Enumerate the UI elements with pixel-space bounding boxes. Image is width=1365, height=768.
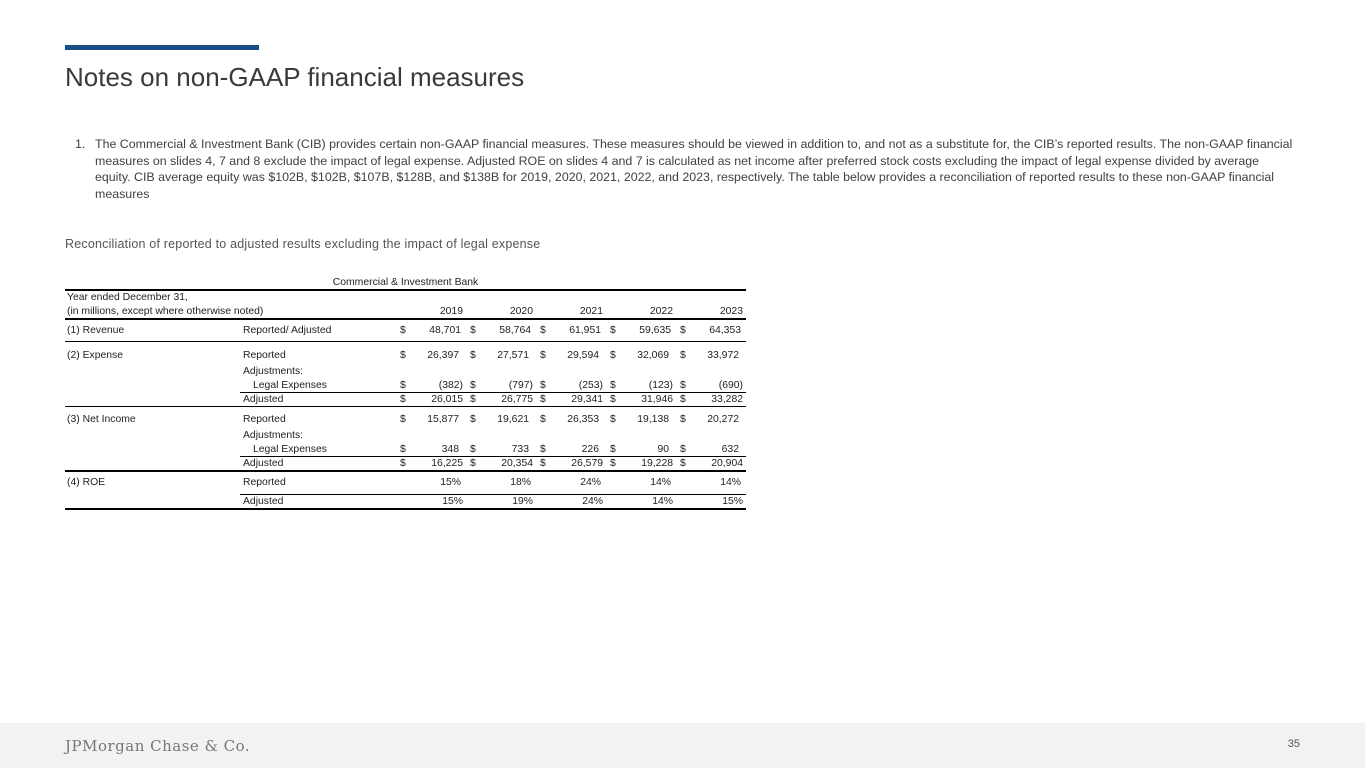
- currency-symbol: $: [400, 380, 406, 391]
- table-rule: [240, 494, 746, 495]
- currency-symbol: $: [470, 458, 476, 469]
- currency-symbol: $: [680, 394, 686, 405]
- net-income-reported-label: Reported: [243, 414, 286, 425]
- currency-symbol: $: [400, 458, 406, 469]
- year-header-2022: 2022: [649, 306, 673, 317]
- year-header-2021: 2021: [579, 306, 603, 317]
- net-income-reported-value-2022: 19,138: [637, 414, 669, 425]
- currency-symbol: $: [540, 350, 546, 361]
- currency-symbol: $: [610, 350, 616, 361]
- net-income-legal-value-2020: 733: [511, 444, 529, 455]
- currency-symbol: $: [540, 414, 546, 425]
- year-header-2020: 2020: [509, 306, 533, 317]
- expense-legal-value-2020: (797): [508, 380, 533, 391]
- net-income-adjusted-value-2022: 19,228: [641, 458, 673, 469]
- revenue-reported-adjusted-value-2023: 64,353: [709, 325, 741, 336]
- net-income-legal-value-2021: 226: [581, 444, 599, 455]
- table-group-header: Commercial & Investment Bank: [332, 277, 479, 288]
- expense-adjusted-label: Adjusted: [243, 394, 284, 405]
- table-header-line2: (in millions, except where otherwise noted): [67, 306, 264, 317]
- expense-section-label: (2) Expense: [67, 350, 124, 361]
- expense-adjusted-value-2020: 26,775: [501, 394, 533, 405]
- footnote-number: 1.: [75, 137, 86, 151]
- currency-symbol: $: [680, 458, 686, 469]
- revenue-reported-adjusted-value-2022: 59,635: [639, 325, 671, 336]
- currency-symbol: $: [470, 325, 476, 336]
- title-accent-bar: [65, 45, 259, 50]
- currency-symbol: $: [470, 444, 476, 455]
- currency-symbol: $: [680, 444, 686, 455]
- expense-legal-value-2019: (382): [438, 380, 463, 391]
- year-header-2023: 2023: [719, 306, 743, 317]
- net-income-adjusted-value-2021: 26,579: [571, 458, 603, 469]
- currency-symbol: $: [540, 444, 546, 455]
- roe-adjusted-value-2020: 19%: [512, 496, 533, 507]
- roe-reported-label: Reported: [243, 477, 286, 488]
- net-income-legal-value-2022: 90: [657, 444, 669, 455]
- roe-reported-value-2019: 15%: [440, 477, 461, 488]
- currency-symbol: $: [680, 380, 686, 391]
- roe-reported-value-2022: 14%: [650, 477, 671, 488]
- revenue-reported-adjusted-value-2019: 48,701: [429, 325, 461, 336]
- roe-reported-value-2020: 18%: [510, 477, 531, 488]
- currency-symbol: $: [610, 414, 616, 425]
- expense-adjusted-value-2021: 29,341: [571, 394, 603, 405]
- expense-adjusted-value-2023: 33,282: [711, 394, 743, 405]
- currency-symbol: $: [610, 458, 616, 469]
- currency-symbol: $: [680, 325, 686, 336]
- expense-reported-label: Reported: [243, 350, 286, 361]
- net-income-section-label: (3) Net Income: [67, 414, 136, 425]
- currency-symbol: $: [610, 394, 616, 405]
- currency-symbol: $: [680, 350, 686, 361]
- currency-symbol: $: [400, 444, 406, 455]
- net-income-reported-value-2021: 26,353: [567, 414, 599, 425]
- expense-legal-value-2021: (253): [578, 380, 603, 391]
- currency-symbol: $: [610, 325, 616, 336]
- roe-section-label: (4) ROE: [67, 477, 106, 488]
- currency-symbol: $: [540, 325, 546, 336]
- currency-symbol: $: [470, 380, 476, 391]
- roe-adjusted-value-2023: 15%: [722, 496, 743, 507]
- net-income-legal-label: Legal Expenses: [253, 444, 327, 455]
- expense-adjusted-value-2022: 31,946: [641, 394, 673, 405]
- roe-adjusted-value-2022: 14%: [652, 496, 673, 507]
- currency-symbol: $: [400, 325, 406, 336]
- roe-adjusted-value-2021: 24%: [582, 496, 603, 507]
- roe-reported-value-2023: 14%: [720, 477, 741, 488]
- expense-reported-value-2021: 29,594: [567, 350, 599, 361]
- net-income-reported-value-2023: 20,272: [707, 414, 739, 425]
- table-header-line1: Year ended December 31,: [67, 292, 188, 303]
- table-rule: [240, 456, 746, 457]
- table-rule: [65, 470, 746, 472]
- net-income-reported-value-2020: 19,621: [497, 414, 529, 425]
- expense-reported-value-2020: 27,571: [497, 350, 529, 361]
- currency-symbol: $: [470, 350, 476, 361]
- net-income-adjusted-value-2023: 20,904: [711, 458, 743, 469]
- company-logo: JPMorgan Chase & Co.: [65, 737, 251, 755]
- revenue-reported-adjusted-label: Reported/ Adjusted: [243, 325, 332, 336]
- expense-legal-value-2023: (690): [718, 380, 743, 391]
- net-income-adjusted-value-2020: 20,354: [501, 458, 533, 469]
- table-rule: [65, 341, 746, 342]
- net-income-adjustments-label: Adjustments:: [243, 430, 304, 441]
- revenue-reported-adjusted-value-2021: 61,951: [569, 325, 601, 336]
- table-rule: [65, 318, 746, 320]
- currency-symbol: $: [470, 414, 476, 425]
- net-income-adjusted-label: Adjusted: [243, 458, 284, 469]
- expense-reported-value-2019: 26,397: [427, 350, 459, 361]
- table-rule: [65, 508, 746, 510]
- roe-reported-value-2021: 24%: [580, 477, 601, 488]
- table-subheading: Reconciliation of reported to adjusted results excluding the impact of legal expense: [65, 237, 541, 251]
- currency-symbol: $: [400, 394, 406, 405]
- currency-symbol: $: [400, 414, 406, 425]
- footnote: [75, 136, 1295, 202]
- net-income-reported-value-2019: 15,877: [427, 414, 459, 425]
- currency-symbol: $: [540, 458, 546, 469]
- page-title: Notes on non-GAAP financial measures: [65, 62, 525, 92]
- currency-symbol: $: [680, 414, 686, 425]
- footer: [0, 723, 1365, 768]
- roe-adjusted-value-2019: 15%: [442, 496, 463, 507]
- expense-legal-value-2022: (123): [648, 380, 673, 391]
- net-income-legal-value-2023: 632: [721, 444, 739, 455]
- expense-reported-value-2022: 32,069: [637, 350, 669, 361]
- currency-symbol: $: [540, 394, 546, 405]
- page-number: 35: [1287, 738, 1300, 750]
- currency-symbol: $: [470, 394, 476, 405]
- currency-symbol: $: [610, 380, 616, 391]
- roe-adjusted-label: Adjusted: [243, 496, 284, 507]
- revenue-section-label: (1) Revenue: [67, 325, 125, 336]
- year-header-2019: 2019: [439, 306, 463, 317]
- currency-symbol: $: [540, 380, 546, 391]
- net-income-legal-value-2019: 348: [441, 444, 459, 455]
- revenue-reported-adjusted-value-2020: 58,764: [499, 325, 531, 336]
- expense-adjusted-value-2019: 26,015: [431, 394, 463, 405]
- currency-symbol: $: [400, 350, 406, 361]
- table-rule: [240, 392, 746, 393]
- table-rule: [65, 406, 746, 407]
- table-rule: [65, 289, 746, 291]
- net-income-adjusted-value-2019: 16,225: [431, 458, 463, 469]
- expense-adjustments-label: Adjustments:: [243, 366, 304, 377]
- currency-symbol: $: [610, 444, 616, 455]
- expense-legal-label: Legal Expenses: [253, 380, 327, 391]
- expense-reported-value-2023: 33,972: [707, 350, 739, 361]
- footnote-text: The Commercial & Investment Bank (CIB) provides certain non-GAAP financial measures. These measures should be viewed in addition to, and not as a substitute for, the CIB’s reported results. The non-GAAP financial measures on slides 4, 7 and 8 exclude the impact of legal expense. Adjusted ROE on slides 4 and 7 is calculated as net income after preferred stock costs excluding the impact of legal expense divided by average equity. CIB average equity was $102B, $102B, $107B, $128B, and $138B for 2019, 2020, 2021, 2022, and 2023, respectively. The table below provides a reconciliation of reported results to these non-GAAP financial measures: [95, 137, 1293, 201]
